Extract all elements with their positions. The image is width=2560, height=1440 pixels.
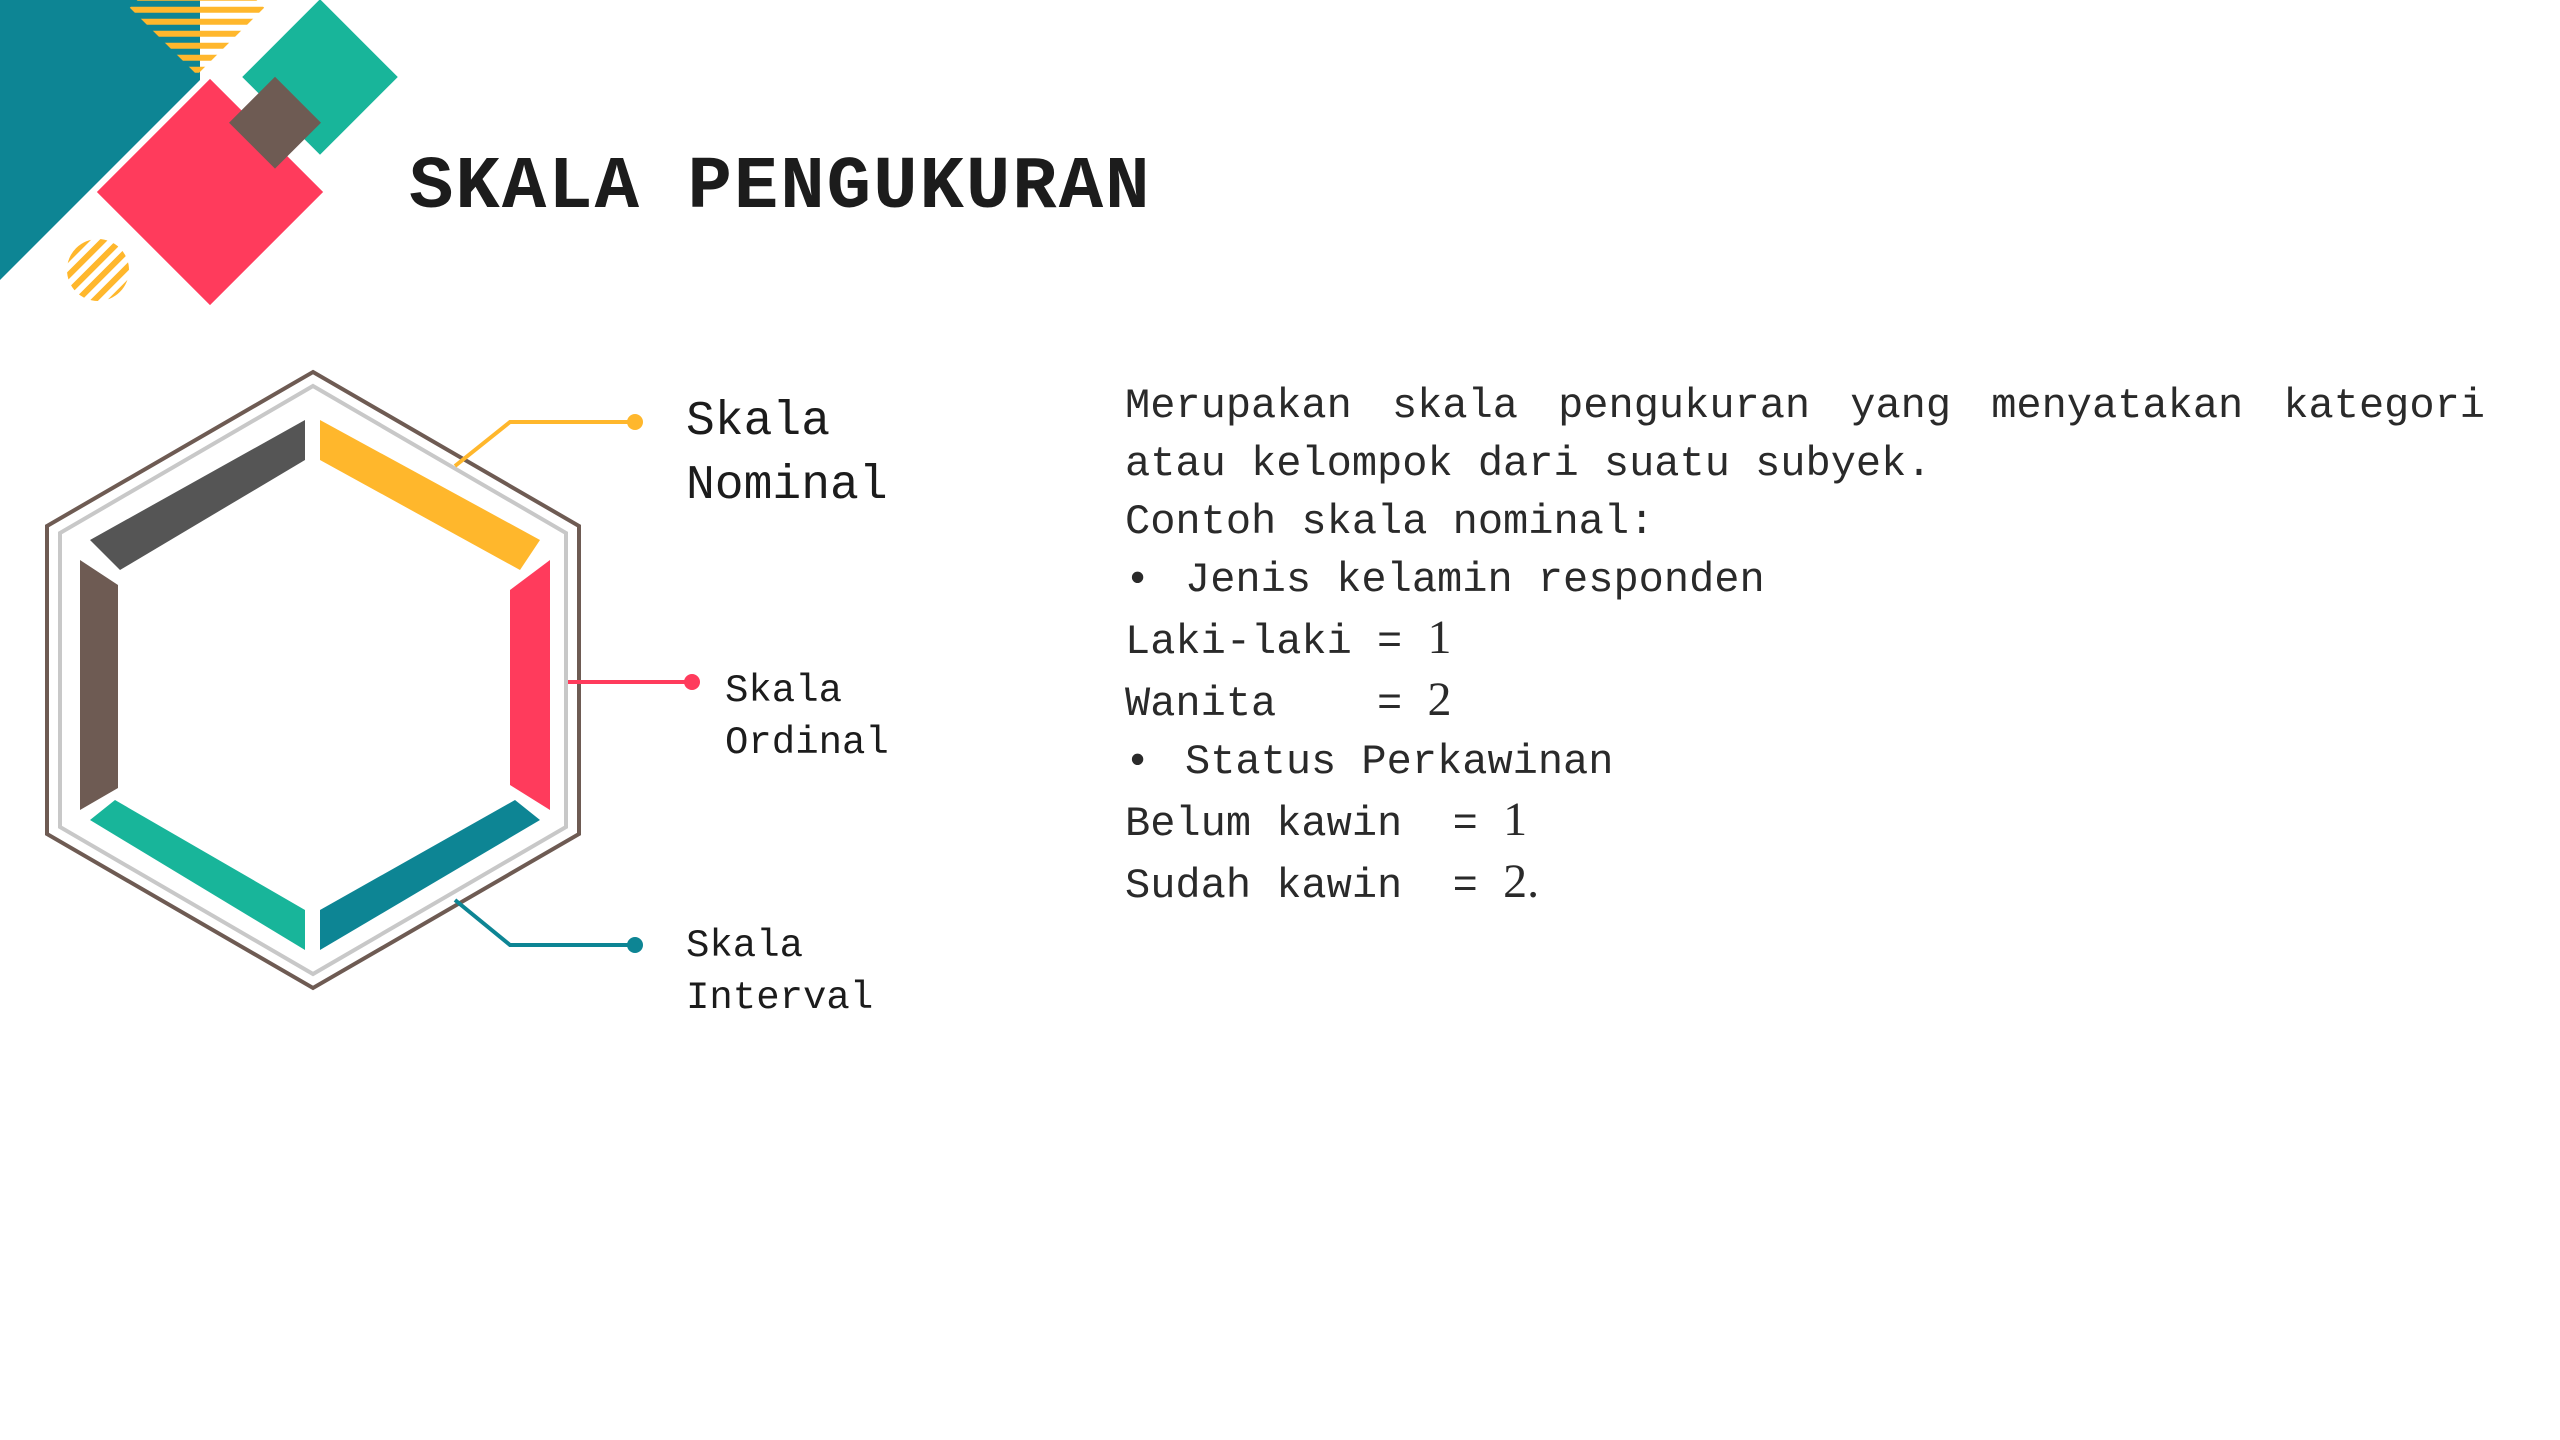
example-item <box>1125 791 2485 853</box>
yellow-striped-circle <box>67 239 129 301</box>
connector-interval-dot <box>627 937 643 953</box>
example-item <box>1125 853 2485 915</box>
connector-interval <box>455 900 635 945</box>
example-bullet-gender <box>1125 551 2485 609</box>
bullet-icon: • <box>1125 556 1151 604</box>
hexagon-outer-outline <box>47 372 579 988</box>
segment-green <box>90 800 305 950</box>
hexagon-diagram <box>0 360 700 1040</box>
item-value: 1 <box>1427 611 1452 664</box>
label-ordinal-line2: Ordinal <box>725 721 889 765</box>
example-item <box>1125 671 2485 733</box>
label-skala-nominal <box>686 390 888 518</box>
segment-brown <box>80 560 118 810</box>
connector-nominal <box>455 422 635 466</box>
item-label: Belum kawin = <box>1125 800 1504 848</box>
item-value: 2 <box>1427 673 1452 726</box>
connector-nominal-dot <box>627 414 643 430</box>
item-value: 2. <box>1503 855 1540 908</box>
bullet-icon: • <box>1125 738 1151 786</box>
example-bullet-marital <box>1125 733 2485 791</box>
example-heading: Contoh skala nominal: <box>1125 498 1655 546</box>
label-nominal-line2: Nominal <box>686 459 888 513</box>
item-value: 1 <box>1503 793 1528 846</box>
example-name: Jenis kelamin responden <box>1185 556 1765 604</box>
corner-decoration <box>0 0 420 330</box>
connector-ordinal-dot <box>684 674 700 690</box>
item-label: Sudah kawin = <box>1125 862 1504 910</box>
label-interval-line1: Skala <box>686 924 804 968</box>
label-interval-line2: Interval <box>686 976 874 1020</box>
label-nominal-line1: Skala <box>686 395 831 449</box>
example-name: Status Perkawinan <box>1185 738 1614 786</box>
label-skala-interval <box>686 920 873 1024</box>
label-skala-ordinal <box>725 665 889 769</box>
label-ordinal-line1: Skala <box>725 669 843 713</box>
item-label: Laki-laki = <box>1125 618 1428 666</box>
example-item <box>1125 609 2485 671</box>
item-label: Wanita = <box>1125 680 1428 728</box>
description-paragraph: Merupakan skala pengukuran yang menyatakan kategori atau kelompok dari suatu subyek. <box>1125 382 2485 488</box>
content-body <box>1125 377 2485 915</box>
page-title: SKALA PENGUKURAN <box>409 145 1152 230</box>
segment-yellow <box>320 420 540 570</box>
segment-red <box>510 560 550 810</box>
